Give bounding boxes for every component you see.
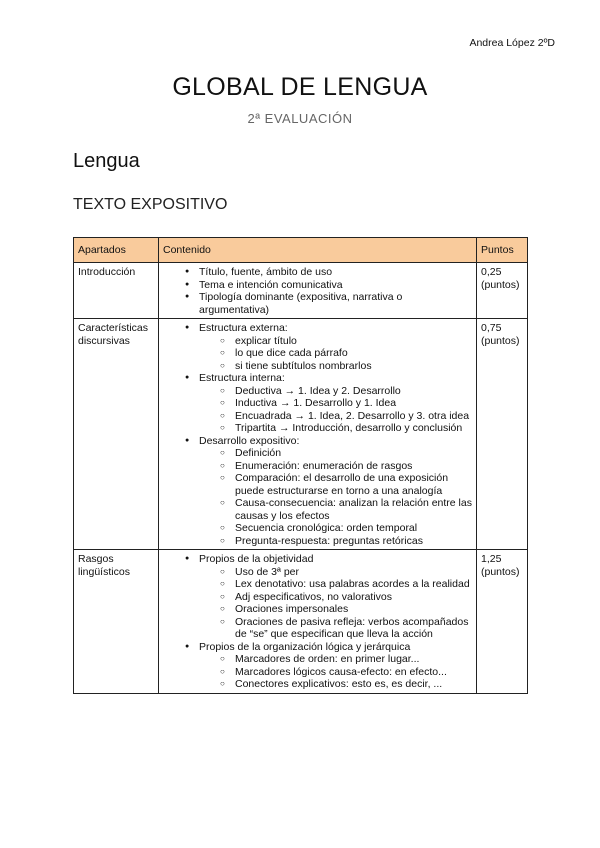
- cell-puntos: 0,25 (puntos): [477, 263, 528, 319]
- sub-list-item: ○ Marcadores de orden: en primer lugar...: [235, 653, 472, 666]
- sub-list-item: ○ Adj especificativos, no valorativos: [235, 591, 472, 604]
- sub-list-item: ○ Encuadrada → 1. Idea, 2. Desarrollo y 3. otra idea: [235, 410, 472, 423]
- table-header-row: [74, 238, 528, 263]
- list-item: [199, 641, 472, 691]
- list-item-text: Propios de la organización lógica y jerárquica: [199, 640, 411, 653]
- sub-bullet-list: [199, 335, 472, 373]
- document-title: GLOBAL DE LENGUA: [172, 73, 428, 101]
- sub-bullet-list: [199, 385, 472, 435]
- header-puntos: Puntos: [477, 238, 528, 263]
- list-item: [199, 322, 472, 372]
- list-item-text: Tipología dominante (expositiva, narrativa o argumentativa): [199, 291, 403, 316]
- sub-list-item: ○ Tripartita → Introducción, desarrollo y conclusión: [235, 422, 472, 435]
- sub-bullet-list: [199, 566, 472, 641]
- cell-apartado: Características discursivas: [74, 319, 159, 550]
- sub-bullet-list: [199, 653, 472, 691]
- list-item: [199, 435, 472, 548]
- sub-list-item: ○ lo que dice cada párrafo: [235, 347, 472, 360]
- header-apartados: Apartados: [74, 238, 159, 263]
- sub-list-item: ○ Oraciones de pasiva refleja: verbos acompañados de “se” que especifican que lleva la acción: [235, 616, 472, 641]
- cell-contenido: [159, 319, 477, 550]
- cell-contenido: [159, 550, 477, 694]
- table-row: [74, 550, 528, 694]
- author-name: Andrea López 2ºD: [469, 37, 555, 49]
- sub-list-item: ○ Comparación: el desarrollo de una exposición puede estructurarse en torno a una analogía: [235, 472, 472, 497]
- list-item-text: Propios de la objetividad: [199, 553, 314, 565]
- sub-list-item: ○ Lex denotativo: usa palabras acordes a la realidad: [235, 578, 472, 591]
- bullet-list: [163, 322, 472, 547]
- cell-contenido: [159, 263, 477, 319]
- sub-bullet-list: [199, 447, 472, 547]
- list-item: [199, 291, 472, 316]
- sub-list-item: ○ si tiene subtítulos nombrarlos: [235, 360, 472, 373]
- table-body: [74, 263, 528, 694]
- sub-list-item: ○ Secuencia cronológica: orden temporal: [235, 522, 472, 535]
- content-table: [73, 237, 528, 694]
- list-item-text: Desarrollo expositivo:: [199, 434, 300, 447]
- sub-list-item: ○ Inductiva → 1. Desarrollo y 1. Idea: [235, 397, 472, 410]
- cell-apartado: Rasgos lingüísticos: [74, 550, 159, 694]
- table-row: [74, 263, 528, 319]
- sub-list-item: ○ Oraciones impersonales: [235, 603, 472, 616]
- cell-puntos: 0,75 (puntos): [477, 319, 528, 550]
- section-heading: Lengua: [73, 150, 140, 172]
- sub-list-item: ○ Enumeración: enumeración de rasgos: [235, 460, 472, 473]
- list-item-text: Estructura interna:: [199, 372, 285, 384]
- list-item: [199, 279, 472, 292]
- cell-puntos: 1,25 (puntos): [477, 550, 528, 694]
- sub-list-item: ○ Marcadores lógicos causa-efecto: en efecto...: [235, 666, 472, 679]
- sub-list-item: ○ Deductiva → 1. Idea y 2. Desarrollo: [235, 385, 472, 398]
- subsection-heading: TEXTO EXPOSITIVO: [73, 196, 228, 213]
- bullet-list: [163, 553, 472, 691]
- list-item-text: Título, fuente, ámbito de uso: [199, 266, 333, 278]
- list-item: [199, 553, 472, 641]
- table-row: [74, 319, 528, 550]
- list-item: [199, 266, 472, 279]
- document-subtitle: 2ª EVALUACIÓN: [247, 111, 353, 126]
- sub-list-item: ○ Uso de 3ª per: [235, 566, 472, 579]
- header-contenido: Contenido: [159, 238, 477, 263]
- bullet-list: [163, 266, 472, 316]
- list-item: [199, 372, 472, 435]
- sub-list-item: ○ Conectores explicativos: esto es, es decir, ...: [235, 678, 472, 691]
- sub-list-item: ○ explicar título: [235, 335, 472, 348]
- sub-list-item: ○ Pregunta-respuesta: preguntas retóricas: [235, 535, 472, 548]
- cell-apartado: Introducción: [74, 263, 159, 319]
- list-item-text: Tema e intención comunicativa: [199, 278, 343, 291]
- sub-list-item: ○ Definición: [235, 447, 472, 460]
- sub-list-item: ○ Causa-consecuencia: analizan la relación entre las causas y los efectos: [235, 497, 472, 522]
- list-item-text: Estructura externa:: [199, 322, 288, 334]
